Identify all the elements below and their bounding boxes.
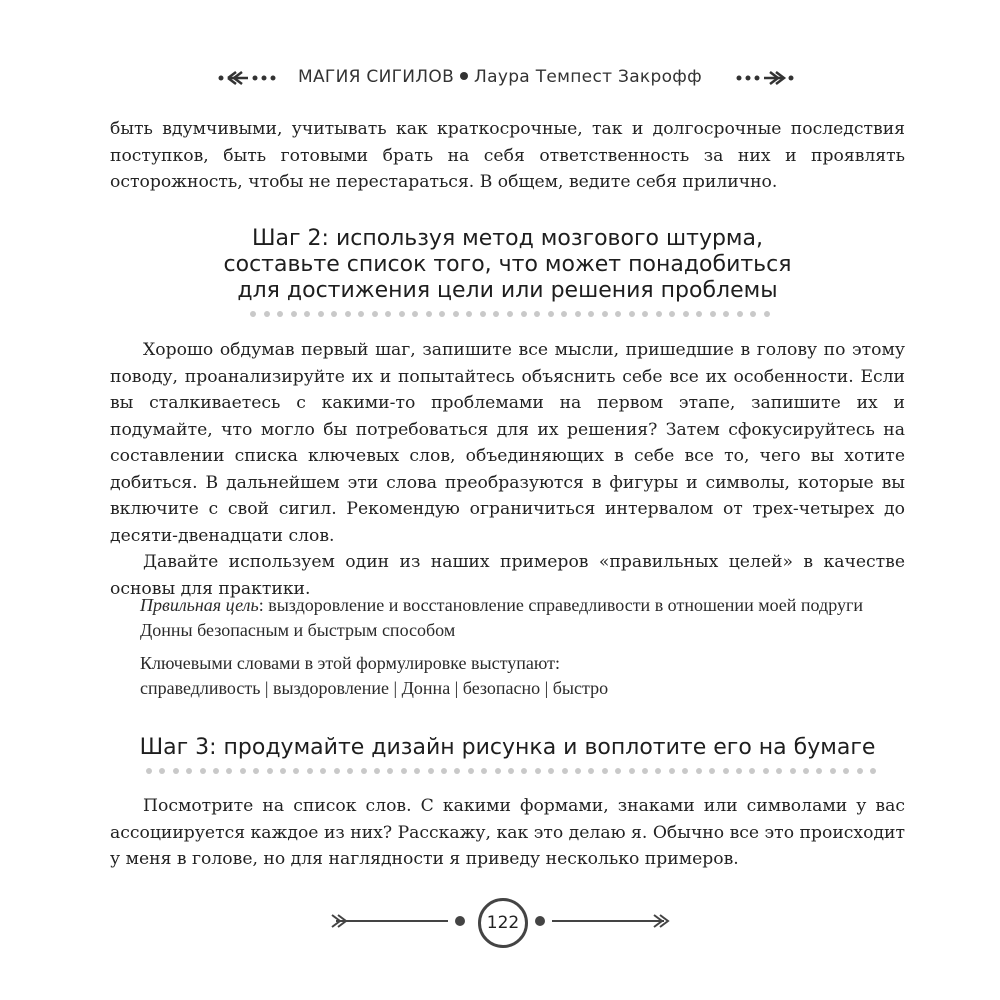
divider-dot	[481, 768, 487, 774]
step3-heading	[110, 735, 905, 761]
divider-dot	[345, 311, 351, 317]
keywords-list: справедливость | выздоровление | Донна | безопасно | быстро	[140, 678, 609, 698]
divider-dot	[347, 768, 353, 774]
divider-dot	[250, 311, 256, 317]
step2-dotted-divider	[250, 311, 770, 319]
divider-dot	[696, 768, 702, 774]
example-block	[140, 593, 910, 701]
divider-dot	[682, 768, 688, 774]
divider-dot	[870, 768, 876, 774]
divider-dot	[602, 311, 608, 317]
example-goal-text: : выздоровление и восстановление справедливости в отношении моей подруги Донны безопасным и быстрым способом	[140, 595, 863, 640]
divider-dot	[669, 311, 675, 317]
step2-paragraph-1: Хорошо обдумав первый шаг, запишите все мысли, пришедшие в голову по этому поводу, проанализируйте их и попытайтесь объяснить себе все их особенности. Если вы сталкиваетесь с какими-то проблемами на первом этапе, запишите их и подумайте, что могло бы потребоваться для их решения? Затем сфокусируйтесь на составлении списка ключевых слов, объединяющих в себе все то, чего вы хотите добиться. В дальнейшем эти слова преобразуются в фигуры и символы, которые вы включите с свой сигил. Рекомендую ограничиться интервалом от трех-четырех до десяти-двенадцати слов.	[110, 340, 905, 546]
divider-dot	[790, 768, 796, 774]
divider-dot	[493, 311, 499, 317]
divider-dot	[655, 768, 661, 774]
step3-text-block	[110, 793, 905, 873]
divider-dot	[454, 768, 460, 774]
divider-dot	[439, 311, 445, 317]
divider-dot	[776, 768, 782, 774]
divider-dot	[267, 768, 273, 774]
ornament-right-icon	[734, 64, 794, 90]
divider-dot	[264, 311, 270, 317]
divider-dot	[277, 311, 283, 317]
divider-dot	[723, 311, 729, 317]
divider-dot	[816, 768, 822, 774]
divider-dot	[385, 311, 391, 317]
divider-dot	[200, 768, 206, 774]
divider-dot	[683, 311, 689, 317]
divider-dot	[548, 311, 554, 317]
divider-dot	[358, 311, 364, 317]
divider-dot	[629, 768, 635, 774]
divider-dot	[656, 311, 662, 317]
divider-dot	[629, 311, 635, 317]
divider-dot	[521, 311, 527, 317]
divider-dot	[764, 311, 770, 317]
divider-dot	[334, 768, 340, 774]
step2-text-block	[110, 337, 905, 602]
divider-dot	[548, 768, 554, 774]
divider-dot	[320, 768, 326, 774]
divider-dot	[575, 311, 581, 317]
divider-dot	[159, 768, 165, 774]
divider-dot	[426, 311, 432, 317]
divider-dot	[615, 311, 621, 317]
example-goal-label: Првильная цель	[140, 595, 259, 615]
divider-dot	[696, 311, 702, 317]
step3-dotted-divider	[146, 768, 876, 776]
divider-dot	[428, 768, 434, 774]
divider-dot	[226, 768, 232, 774]
divider-dot	[507, 311, 513, 317]
divider-dot	[253, 768, 259, 774]
divider-dot	[521, 768, 527, 774]
divider-dot	[615, 768, 621, 774]
divider-dot	[562, 768, 568, 774]
divider-dot	[240, 768, 246, 774]
divider-dot	[374, 768, 380, 774]
divider-dot	[186, 768, 192, 774]
divider-dot	[293, 768, 299, 774]
divider-dot	[280, 768, 286, 774]
keywords-intro: Ключевыми словами в этой формулировке выступают:	[140, 653, 560, 673]
divider-dot	[495, 768, 501, 774]
divider-dot	[709, 768, 715, 774]
divider-dot	[399, 311, 405, 317]
divider-dot	[749, 768, 755, 774]
divider-dot	[412, 311, 418, 317]
divider-dot	[414, 768, 420, 774]
step2-heading-line3: для достижения цели или решения проблемы	[237, 278, 778, 303]
divider-dot	[534, 311, 540, 317]
divider-dot	[331, 311, 337, 317]
divider-dot	[468, 768, 474, 774]
step2-paragraph-2: Давайте используем один из наших примеров «правильных целей» в качестве основы для практики.	[110, 552, 905, 599]
header-bullet	[460, 72, 468, 80]
divider-dot	[723, 768, 729, 774]
footer-ornament-right-icon	[530, 909, 670, 933]
divider-dot	[830, 768, 836, 774]
step2-heading-line2: составьте список того, что может понадобиться	[223, 252, 792, 277]
book-title: МАГИЯ СИГИЛОВ	[298, 67, 455, 87]
divider-dot	[843, 768, 849, 774]
divider-dot	[750, 311, 756, 317]
divider-dot	[480, 311, 486, 317]
divider-dot	[588, 768, 594, 774]
intro-paragraph: быть вдумчивыми, учитывать как краткосрочные, так и долгосрочные последствия поступков, быть готовыми брать на себя ответственность за них и проявлять осторожность, чтобы не перестараться. В общем, ведите себя прилично.	[110, 119, 905, 192]
book-author: Лаура Темпест Закрофф	[474, 67, 702, 87]
example-goal	[140, 593, 910, 643]
divider-dot	[173, 768, 179, 774]
step2-heading	[110, 226, 905, 304]
page-number: 122	[478, 898, 528, 948]
divider-dot	[602, 768, 608, 774]
divider-dot	[736, 768, 742, 774]
divider-dot	[361, 768, 367, 774]
divider-dot	[213, 768, 219, 774]
divider-dot	[642, 311, 648, 317]
running-header	[0, 64, 1000, 90]
divider-dot	[307, 768, 313, 774]
divider-dot	[441, 768, 447, 774]
divider-dot	[401, 768, 407, 774]
divider-dot	[372, 311, 378, 317]
divider-dot	[642, 768, 648, 774]
step3-heading-line: Шаг 3: продумайте дизайн рисунка и воплотите его на бумаге	[139, 735, 876, 760]
divider-dot	[803, 768, 809, 774]
divider-dot	[588, 311, 594, 317]
divider-dot	[508, 768, 514, 774]
divider-dot	[387, 768, 393, 774]
divider-dot	[561, 311, 567, 317]
divider-dot	[304, 311, 310, 317]
intro-text-block	[110, 116, 905, 196]
divider-dot	[763, 768, 769, 774]
page-footer	[330, 895, 670, 955]
divider-dot	[669, 768, 675, 774]
divider-dot	[318, 311, 324, 317]
divider-dot	[857, 768, 863, 774]
divider-dot	[466, 311, 472, 317]
divider-dot	[291, 311, 297, 317]
step3-paragraph: Посмотрите на список слов. С какими формами, знаками или символами у вас ассоциируется каждое из них? Расскажу, как это делаю я. Обычно все это происходит у меня в голове, но для наглядности я приведу несколько примеров.	[110, 796, 905, 869]
divider-dot	[575, 768, 581, 774]
step2-heading-line1: Шаг 2: используя метод мозгового штурма,	[252, 226, 763, 251]
divider-dot	[453, 311, 459, 317]
divider-dot	[710, 311, 716, 317]
divider-dot	[535, 768, 541, 774]
divider-dot	[146, 768, 152, 774]
divider-dot	[737, 311, 743, 317]
footer-ornament-left-icon	[330, 909, 470, 933]
